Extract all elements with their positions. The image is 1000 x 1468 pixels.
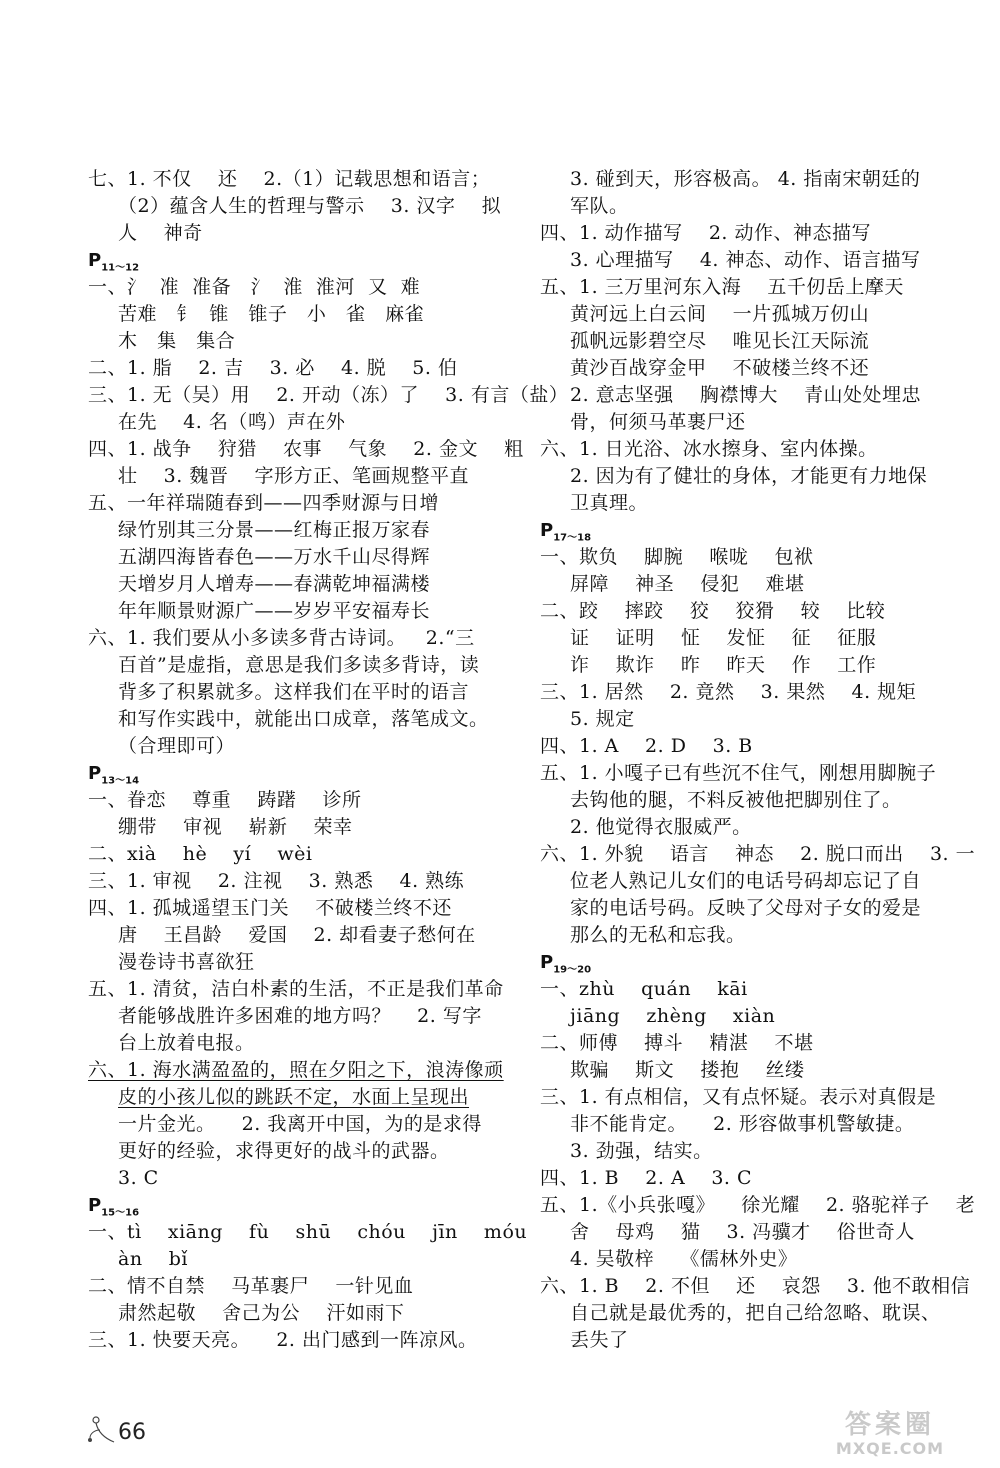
section-heading-range: 17～18 (553, 532, 592, 544)
answer-line: 皮的小孩儿似的跳跃不定，水面上呈现出 (118, 1086, 470, 1108)
answer-line: 丢失了 (570, 1329, 629, 1351)
answer-line: 四、1. A 2. D 3. B (540, 735, 753, 757)
section-heading (88, 760, 506, 787)
answer-line: 一、欺负 脚腕 喉咙 包袱 (540, 546, 814, 568)
section-heading-p: P (540, 520, 554, 541)
answer-line: 2. 他觉得衣服威严。 (570, 816, 752, 838)
answer-line: 四、1. B 2. A 3. C (540, 1167, 753, 1189)
section-heading-p: P (88, 250, 102, 271)
answer-line: 黄河远上白云间 一片孤城万仞山 (570, 303, 870, 325)
answer-line: 证 证明 怔 发怔 征 征服 (570, 627, 877, 649)
section-heading (540, 517, 970, 544)
answer-line: 屏障 神圣 侵犯 难堪 (570, 573, 805, 595)
answer-line: 背多了积累就多。这样我们在平时的语言 (118, 681, 470, 703)
answer-line: 和写作实践中，就能出口成章，落笔成文。 (118, 708, 489, 730)
section-heading-range: 15～16 (101, 1207, 140, 1219)
answer-line: 一、眷恋 尊重 踌躇 诊所 (88, 789, 362, 811)
section-heading-p: P (88, 763, 102, 784)
watermark-logo: 答案圈 (844, 1410, 935, 1440)
answer-line: 一片金光。 2. 我离开中国，为的是求得 (118, 1113, 482, 1135)
answer-line: 漫卷诗书喜欲狂 (118, 951, 255, 973)
answer-line: 天增岁月人增寿——春满乾坤福满楼 (118, 573, 431, 595)
answer-line: 3. 碰到天，形容极高。 4. 指南宋朝廷的 (570, 168, 921, 190)
answer-line: 去钩他的腿，不料反被他把脚别住了。 (570, 789, 902, 811)
answer-line: 年年顺景财源广——岁岁平安福寿长 (118, 600, 431, 622)
answer-line: 人 神奇 (118, 222, 203, 244)
page-number: 66 (118, 1420, 146, 1445)
section-heading (88, 1192, 506, 1219)
answer-line: 那么的无私和忘我。 (570, 924, 746, 946)
answer-line: 一、氵 准 准备 氵 淮 淮河 又 难 (88, 276, 421, 298)
answer-line: 非不能肯定。 2. 形容做事机警敏捷。 (570, 1113, 915, 1135)
answer-line: 五、1. 小嘎子已有些沉不住气，刚想用脚腕子 (540, 762, 937, 784)
answer-line: 舍 母鸡 猫 3. 冯骥才 俗世奇人 (570, 1221, 915, 1243)
watermark (800, 1410, 980, 1462)
answer-line: 绿竹别其三分景——红梅正报万家春 (118, 519, 431, 541)
answer-line: 一、tì xiāng fù shū chóu jīn móu (88, 1221, 528, 1243)
answer-line: 肃然起敬 舍己为公 汗如雨下 (118, 1302, 405, 1324)
answer-line: 自己就是最优秀的，把自己给忽略、耽误、 (570, 1302, 941, 1324)
answer-line: 唐 王昌龄 爱国 2. 却看妻子愁何在 (118, 924, 476, 946)
answer-line: 六、1. 日光浴、冰水擦身、室内体操。 (540, 438, 878, 460)
answer-line: 4. 吴敬梓 《儒林外史》 (570, 1248, 798, 1270)
answer-line: 七、1. 不仅 还 2.（1）记载思想和语言； (88, 168, 491, 190)
answer-line: 二、xià hè yí wèi (88, 843, 313, 865)
answer-line: 三、1. 审视 2. 注视 3. 熟悉 4. 熟练 (88, 870, 465, 892)
answer-line: 六、1. 外貌 语言 神态 2. 脱口而出 3. 一 (540, 843, 976, 865)
answer-line: 五、1.《小兵张嘎》 徐光耀 2. 骆驼祥子 老 (540, 1194, 976, 1216)
answer-line: 骨，何须马革裹尸还 (570, 411, 746, 433)
answer-line: jiāng zhèng xiàn (570, 1005, 776, 1027)
answer-line: 家的电话号码。反映了父母对子女的爱是 (570, 897, 922, 919)
answer-line: 卫真理。 (570, 492, 649, 514)
answer-line: 2. 因为有了健壮的身体，才能更有力地保 (570, 465, 928, 487)
section-heading (88, 247, 506, 274)
answer-line: 二、1. 脂 2. 吉 3. 必 4. 脱 5. 伯 (88, 357, 458, 379)
answer-line: （合理即可） (118, 735, 236, 757)
answer-line: 三、1. 有点相信，又有点怀疑。表示对真假是 (540, 1086, 937, 1108)
answer-line: 更好的经验，求得更好的战斗的武器。 (118, 1140, 450, 1162)
section-heading-range: 13～14 (101, 775, 140, 787)
answer-line: 五、1. 三万里河东入海 五千仞岳上摩天 (540, 276, 904, 298)
answer-line: 二、情不自禁 马革裹尸 一针见血 (88, 1275, 414, 1297)
answer-line: 3. C (118, 1167, 159, 1189)
section-heading-range: 19～20 (553, 964, 592, 976)
answer-line: 百首”是虚指，意思是我们多读多背诗，读 (118, 654, 480, 676)
answer-line: 三、1. 快要天亮。 2. 出门感到一阵凉风。 (88, 1329, 478, 1351)
answer-line: 二、师傅 搏斗 精湛 不堪 (540, 1032, 814, 1054)
answer-column-left (88, 166, 569, 1354)
section-heading-p: P (540, 952, 554, 973)
answer-line: 壮 3. 魏晋 字形方正、笔画规整平直 (118, 465, 469, 487)
answer-line: 黄沙百战穿金甲 不破楼兰终不还 (570, 357, 870, 379)
answer-line: 位老人熟记儿女们的电话号码却忘记了自 (570, 870, 922, 892)
answer-line: 孤帆远影碧空尽 唯见长江天际流 (570, 330, 870, 352)
answer-line: 诈 欺诈 昨 昨天 作 工作 (570, 654, 877, 676)
answer-line: 五、1. 清贫，洁白朴素的生活，不正是我们革命 (88, 978, 504, 1000)
answer-line: 一、zhù quán kāi (540, 978, 748, 1000)
answer-line: 三、1. 无（吴）用 2. 开动（冻）了 3. 有言（盐） (88, 384, 569, 406)
answer-line: 在先 4. 名（鸣）声在外 (118, 411, 346, 433)
answer-line: 3. 劲强，结实。 (570, 1140, 713, 1162)
section-heading (540, 949, 970, 976)
answer-line: （2）蕴含人生的哲理与警示 3. 汉字 拟 (118, 195, 502, 217)
section-heading-p: P (88, 1195, 102, 1216)
answer-line: 四、1. 战争 狩猎 农事 气象 2. 金文 粗 (88, 438, 524, 460)
answer-line: 绷带 审视 崭新 荣幸 (118, 816, 353, 838)
answer-line: 四、1. 动作描写 2. 动作、神态描写 (540, 222, 871, 244)
answer-line: 四、1. 孤城遥望玉门关 不破楼兰终不还 (88, 897, 452, 919)
answer-line: 3. 心理描写 4. 神态、动作、语言描写 (570, 249, 921, 271)
answer-line: àn bǐ (118, 1248, 188, 1270)
answer-line: 六、1. B 2. 不但 还 哀怨 3. 他不敢相信 (540, 1275, 971, 1297)
answer-line: 木 集 集合 (118, 330, 236, 352)
answer-column-right (540, 166, 976, 1354)
watermark-url: MXQE.COM (835, 1439, 945, 1458)
answer-line: 2. 意志坚强 胸襟博大 青山处处埋忠 (570, 384, 921, 406)
answer-line: 五、一年祥瑞随春到——四季财源与日增 (88, 492, 440, 514)
section-heading-range: 11～12 (101, 262, 140, 274)
answer-line: 三、1. 居然 2. 竟然 3. 果然 4. 规矩 (540, 681, 917, 703)
answer-line: 六、1. 我们要从小多读多背古诗词。 2.“三 (88, 627, 475, 649)
answer-line: 者能够战胜许多困难的地方吗？ 2. 写字 (118, 1005, 482, 1027)
answer-line: 军队。 (570, 195, 629, 217)
answer-line: 欺骗 斯文 搂抱 丝缕 (570, 1059, 805, 1081)
answer-line: 苦难 钅 锥 锥子 小 雀 麻雀 (118, 303, 425, 325)
answer-line: 5. 规定 (570, 708, 635, 730)
answer-line: 五湖四海皆春色——万水千山尽得辉 (118, 546, 431, 568)
answer-line: 台上放着电报。 (118, 1032, 255, 1054)
answer-line: 二、跤 摔跤 狡 狡猾 较 比较 (540, 600, 886, 622)
answer-line: 六、1. 海水满盈盈的，照在夕阳之下，浪涛像顽 (88, 1059, 504, 1081)
